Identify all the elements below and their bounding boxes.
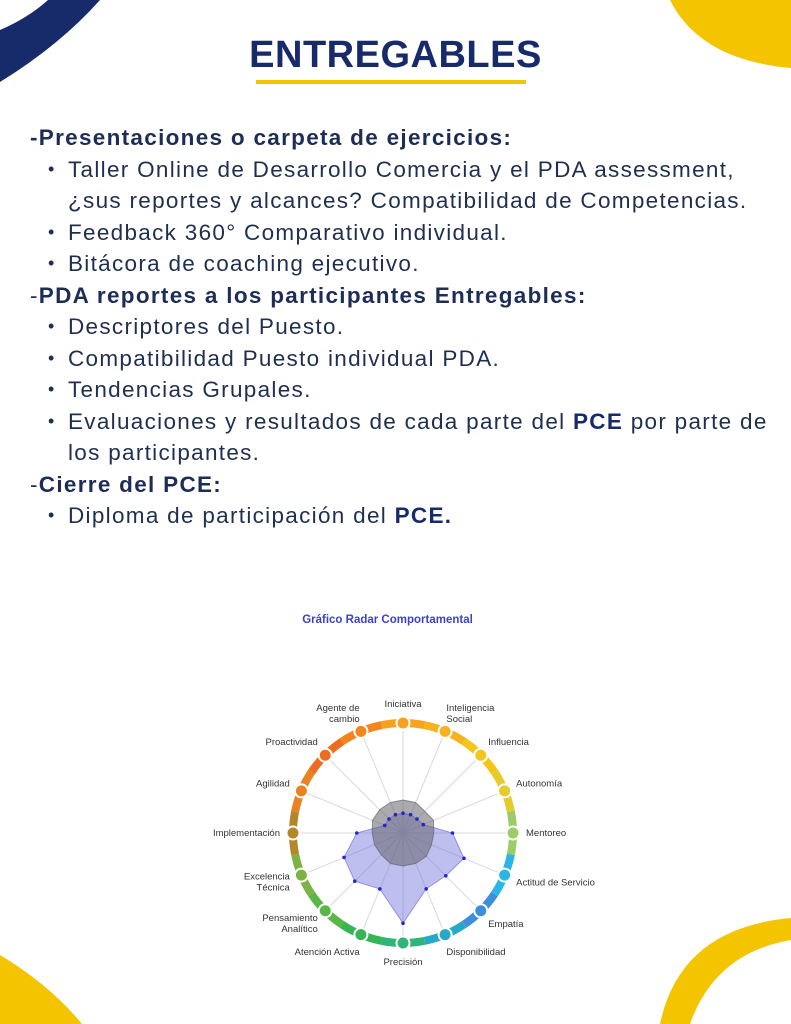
heading-text: Presentaciones o carpeta de ejercicios: <box>38 125 513 150</box>
radar-category-label: Precisión <box>383 957 423 968</box>
pce-highlight: PCE. <box>394 503 453 528</box>
radar-category-node <box>474 904 487 917</box>
radar-category-label: Inteligencia Social <box>446 702 495 725</box>
radar-category-node <box>295 784 308 797</box>
radar-category-label: Proactividad <box>265 736 318 748</box>
radar-category-node <box>507 827 520 840</box>
radar-data-point <box>401 811 405 815</box>
radar-category-label: Agente de cambio <box>316 702 360 725</box>
radar-category-node <box>498 784 511 797</box>
radar-chart <box>190 670 620 1000</box>
bullet-list <box>30 500 770 532</box>
radar-category-label: Excelencia Técnica <box>243 871 290 894</box>
deliverables-content <box>30 122 770 532</box>
list-item <box>68 248 770 280</box>
radar-category-node <box>354 928 367 941</box>
radar-data-point <box>409 813 413 817</box>
radar-data-point <box>387 817 391 821</box>
radar-data-point <box>424 887 428 891</box>
radar-data-point <box>401 921 405 925</box>
radar-data-point <box>444 874 448 878</box>
heading-dash: - <box>30 125 39 150</box>
radar-category-node <box>287 827 300 840</box>
radar-category-node <box>498 869 511 882</box>
radar-category-node <box>295 869 308 882</box>
radar-category-label: Mentoreo <box>526 828 567 839</box>
list-item-text: por parte de los participantes. <box>68 408 768 465</box>
radar-category-node <box>354 725 367 738</box>
heading-text: PDA reportes a los participantes Entregables: <box>38 282 587 308</box>
radar-category-label: Iniciativa <box>384 699 422 710</box>
radar-category-label: Influencia <box>488 736 529 748</box>
radar-category-node <box>397 717 410 730</box>
chart-title: Gráfico Radar Comportamental <box>302 614 473 626</box>
list-item-text: Feedback 360° Comparativo individual. <box>68 219 508 245</box>
radar-category-node <box>319 904 332 917</box>
heading-dash: - <box>30 282 39 308</box>
radar-data-point <box>355 831 359 835</box>
list-item-text: Taller Online de Desarrollo Comercia y el PDA assessment, ¿sus reportes y alcances? Compatibilidad de Competencias. <box>68 156 748 213</box>
section-heading <box>30 469 770 501</box>
radar-category-node <box>397 937 410 950</box>
list-item-text: Tendencias Grupales. <box>68 377 312 402</box>
list-item <box>68 311 770 343</box>
radar-data-point <box>462 856 466 860</box>
corner-decoration-bottom-right <box>660 918 791 1024</box>
bullet-list <box>30 154 770 280</box>
page-title: ENTREGABLES <box>249 34 542 76</box>
corner-decoration-bottom-left <box>0 955 90 1024</box>
list-item <box>68 343 770 375</box>
list-item <box>68 406 770 469</box>
radar-data-point <box>451 831 455 835</box>
list-item <box>68 217 770 249</box>
heading-text: Cierre del PCE: <box>38 471 223 497</box>
section-heading <box>30 280 770 312</box>
radar-category-node <box>439 928 452 941</box>
radar-category-node <box>319 749 332 762</box>
radar-category-label: Disponibilidad <box>446 947 506 959</box>
bullet-list <box>30 311 770 469</box>
radar-category-label: Empatía <box>488 919 524 931</box>
radar-category-label: Autonomía <box>516 778 563 790</box>
radar-data-point <box>342 856 346 860</box>
list-item-text: Evaluaciones y resultados de cada parte del <box>68 408 573 434</box>
radar-category-label: Implementación <box>212 828 280 839</box>
list-item-text: Compatibilidad Puesto individual PDA. <box>68 345 501 371</box>
list-item <box>68 500 770 532</box>
heading-dash: - <box>30 471 39 497</box>
radar-category-node <box>474 749 487 762</box>
radar-data-point <box>383 824 387 828</box>
list-item <box>68 154 770 217</box>
list-item-text: Diploma de participación del <box>68 503 395 528</box>
list-item-text: Bitácora de coaching ejecutivo. <box>68 251 420 276</box>
radar-data-point <box>394 813 398 817</box>
title-underline <box>256 80 526 84</box>
radar-category-label: Agilidad <box>256 778 290 790</box>
radar-category-label: Atención Activa <box>294 947 360 959</box>
section-heading <box>30 122 770 154</box>
radar-data-point <box>353 879 357 883</box>
radar-data-point <box>378 887 382 891</box>
radar-category-label: Actitud de Servicio <box>516 877 595 889</box>
radar-category-node <box>439 725 452 738</box>
radar-data-point <box>422 823 426 827</box>
list-item <box>68 374 770 406</box>
radar-category-label: Pensamiento Analítico <box>262 913 318 936</box>
pce-highlight: PCE <box>572 408 624 434</box>
list-item-text: Descriptores del Puesto. <box>68 314 345 339</box>
radar-data-point <box>415 817 419 821</box>
